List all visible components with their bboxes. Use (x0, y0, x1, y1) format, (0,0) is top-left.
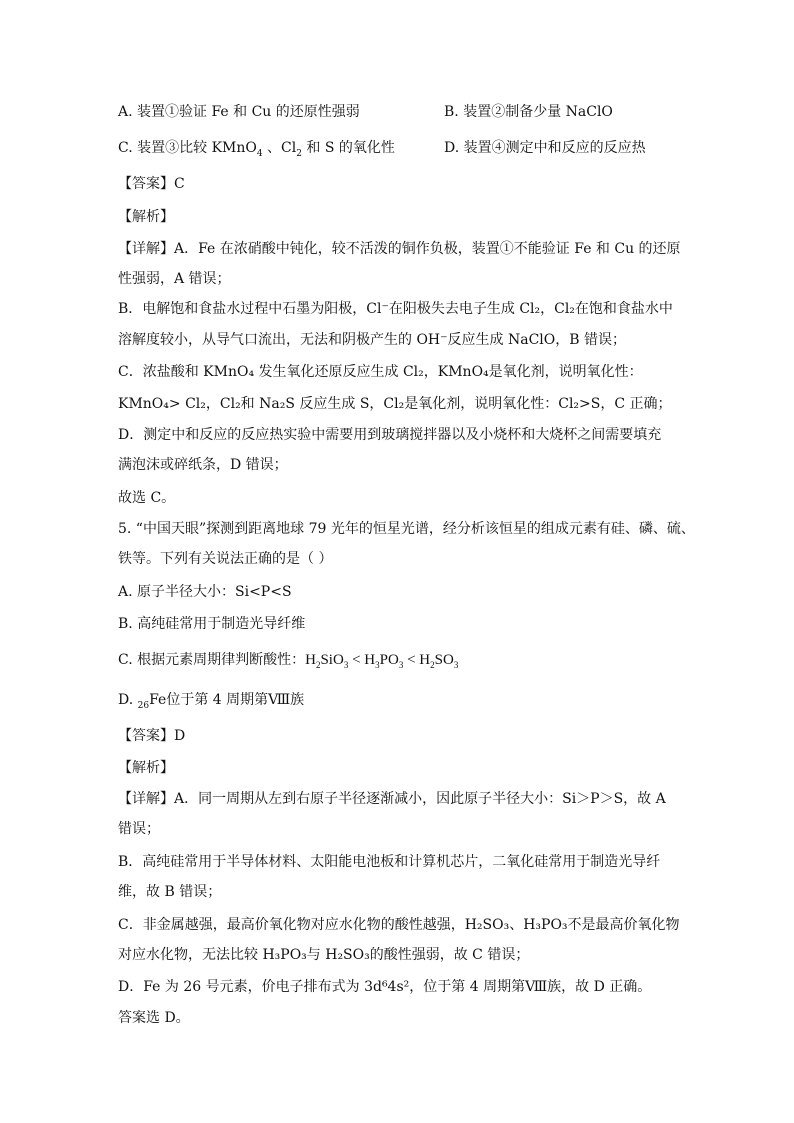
option-c-post: 和 S 的氧化性 (301, 140, 395, 156)
question5-option-d (118, 690, 304, 716)
acidity-formula (305, 652, 458, 668)
explanation-a-line1: 【详解】A．Fe 在浓硝酸中钝化，较不活泼的铜作负极，装置①不能验证 Fe 和 Cu 的还原 (118, 241, 681, 257)
formula-h2: H (364, 652, 376, 668)
option-c-sub2: 2 (296, 148, 302, 159)
conclusion: 故选 C。 (118, 490, 176, 506)
q5-explanation-b-line1: B．高纯硅常用于半导体材料、太阳能电池板和计算机芯片，二氧化硅常用于制造光导纤 (118, 854, 661, 870)
q5-explanation-a-line2: 错误； (118, 821, 160, 837)
question5-option-a: A. 原子半径大小：Si<P<S (118, 584, 292, 600)
atomic-number: 26 (137, 700, 150, 711)
question5-option-d-text: Fe位于第 4 周期第Ⅷ族 (149, 692, 305, 708)
answer-label: 【答案】C (118, 176, 185, 192)
option-b: B. 装置②制备少量 NaClO (444, 104, 613, 120)
option-d: D. 装置④测定中和反应的反应热 (444, 140, 646, 156)
formula-po-sub: 3 (398, 660, 404, 670)
explanation-d-line1: D．测定中和反应的反应热实验中需要用到玻璃搅拌器以及小烧杯和大烧杯之间需要填充 (118, 427, 662, 443)
q5-conclusion: 答案选 D。 (118, 1010, 190, 1026)
question5-option-d-prefix: D. (118, 692, 138, 708)
option-c-sub1: 4 (256, 148, 263, 159)
q5-explanation-c-line1: C．非金属越强，最高价氧化物对应水化物的酸性越强，H₂SO₃、H₃PO₃不是最高价氧化物 (118, 917, 680, 933)
question5-option-c (118, 650, 458, 675)
question5-answer-label: 【答案】D (118, 728, 186, 744)
explanation-b-line1: B．电解饱和食盐水过程中石墨为阳极，Cl⁻在阳极失去电子生成 Cl₂，Cl₂在饱和食盐水中 (118, 301, 673, 317)
formula-h2-sub: 3 (375, 660, 380, 670)
formula-h3: H (419, 652, 431, 668)
formula-so-sub: 3 (453, 660, 459, 670)
formula-h1: H (305, 652, 316, 668)
question5-option-b: B. 高纯硅常用于制造光导纤维 (118, 616, 306, 632)
formula-op2: < (403, 652, 420, 668)
q5-explanation-b-line2: 维，故 B 错误； (118, 884, 222, 900)
formula-sio: SiO (320, 652, 344, 668)
question5-option-c-prefix: C. 根据元素周期律判断酸性： (118, 652, 306, 668)
explanation-c-line1: C．浓盐酸和 KMnO₄ 发生氧化还原反应生成 Cl₂，KMnO₄是氧化剂，说明氧化性： (118, 364, 643, 380)
formula-po: PO (379, 652, 399, 668)
formula-h3-sub: 2 (430, 660, 435, 670)
question5-analysis-title: 【解析】 (118, 760, 174, 776)
formula-so: SO (434, 652, 454, 668)
formula-sio-sub: 3 (343, 660, 349, 670)
explanation-a-line2: 性强弱，A 错误； (118, 271, 231, 287)
q5-explanation-c-line2: 对应水化物，无法比较 H₃PO₃与 H₂SO₃的酸性强弱，故 C 错误； (118, 947, 530, 963)
formula-h1-sub: 2 (315, 660, 321, 670)
question5-stem-line1: 5. “中国天眼”探测到距离地球 79 光年的恒星光谱，经分析该恒星的组成元素有硅、磷、硫、 (118, 521, 695, 537)
explanation-d-line2: 满泡沫或碎纸条，D 错误； (118, 457, 288, 473)
option-c (118, 138, 395, 164)
q5-explanation-a-line1: 【详解】A．同一周期从左到右原子半径逐渐减小，因此原子半径大小：Si＞P＞S，故 A (118, 791, 666, 807)
explanation-c-line2: KMnO₄> Cl₂，Cl₂和 Na₂S 反应生成 S，Cl₂是氧化剂，说明氧化性：Cl₂>S，C 正确； (118, 396, 672, 412)
analysis-title: 【解析】 (118, 209, 174, 225)
option-a: A. 装置①验证 Fe 和 Cu 的还原性强弱 (118, 104, 360, 120)
option-c-mid: 、Cl (262, 140, 297, 156)
option-c-prefix: C. 装置③比较 KMnO (118, 140, 257, 156)
explanation-b-line2: 溶解度较小，从导气口流出，无法和阴极产生的 OH⁻反应生成 NaClO，B 错误； (118, 332, 626, 348)
question5-stem-line2: 铁等。下列有关说法正确的是（ ） (118, 551, 333, 567)
formula-op1: < (348, 652, 365, 668)
q5-explanation-d-line1: D．Fe 为 26 号元素，价电子排布式为 3d⁶4s²，位于第 4 周期第Ⅷ族，故 D 正确。 (118, 979, 652, 995)
